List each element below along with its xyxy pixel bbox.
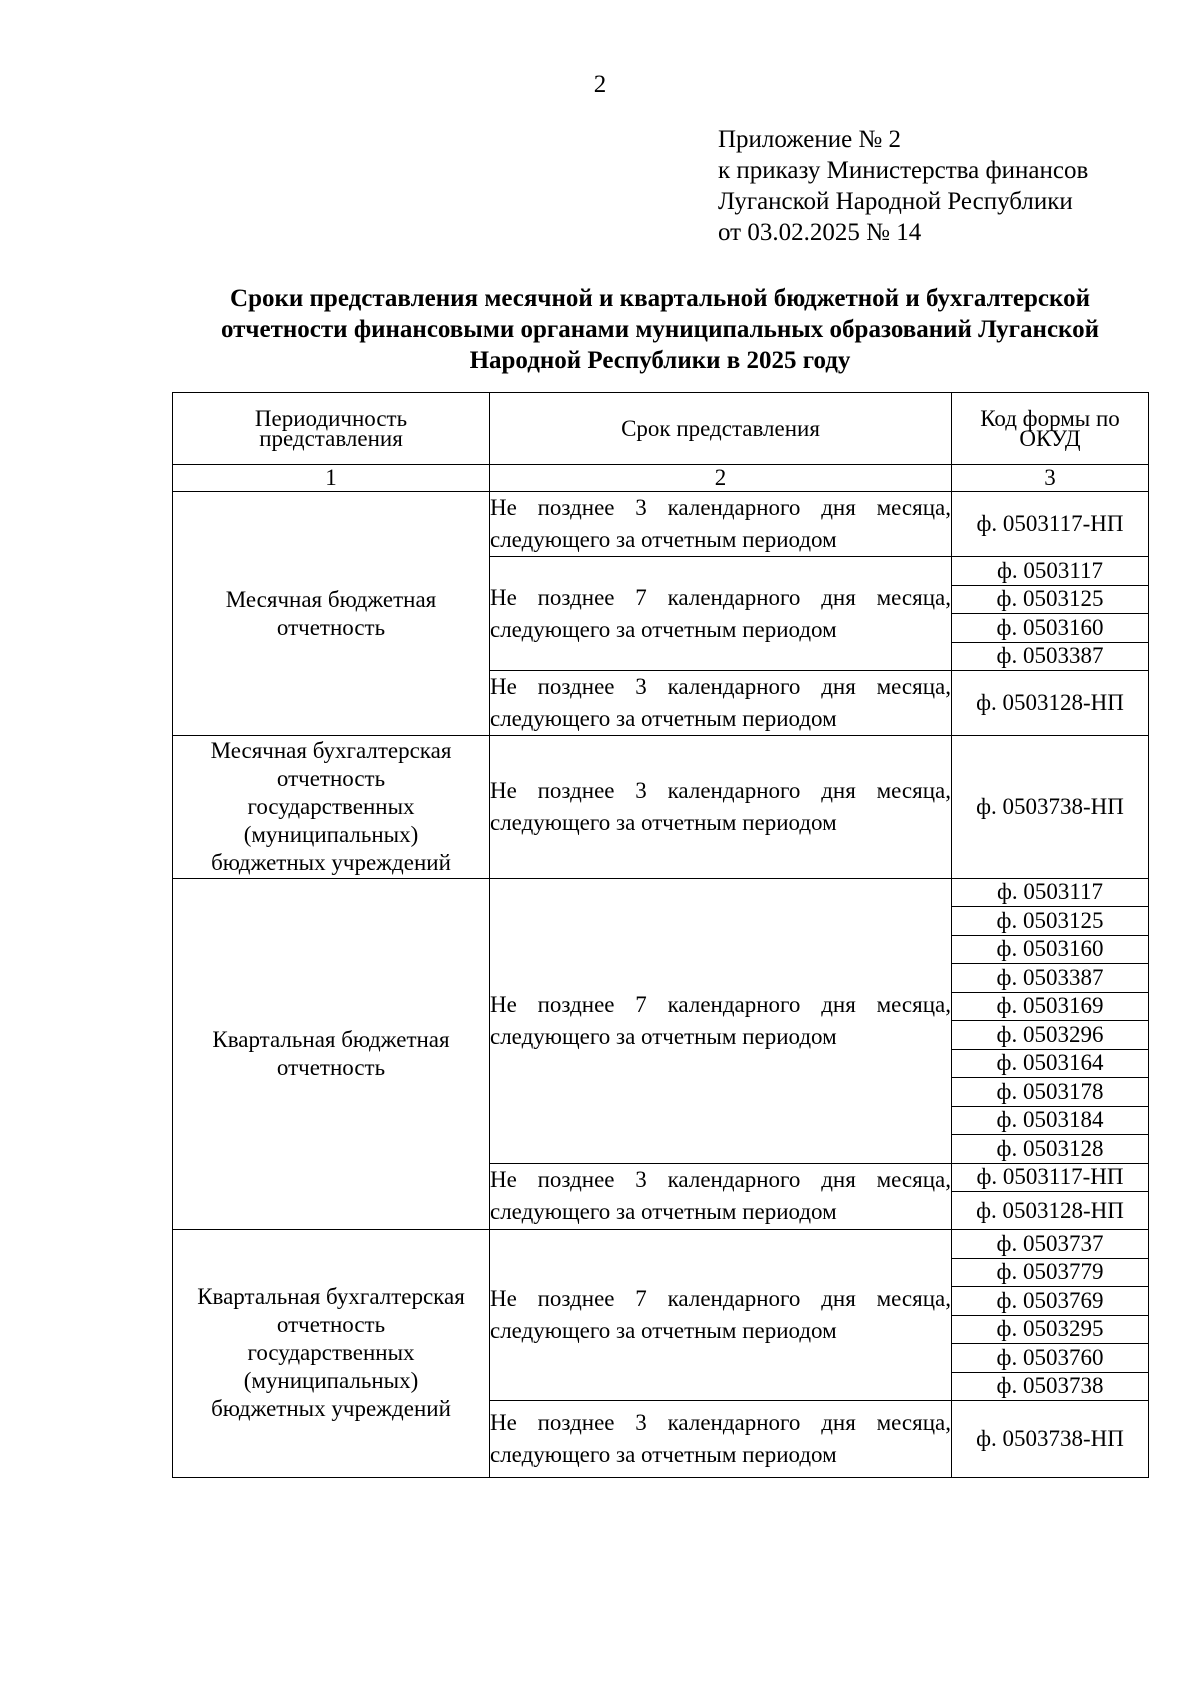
form-code: ф. 0503184 (952, 1106, 1149, 1135)
header-periodicity (173, 393, 490, 465)
period-text: отчетность (276, 1312, 386, 1338)
form-code: ф. 0503738-НП (952, 1401, 1149, 1478)
header-text: представления (259, 425, 403, 451)
form-code: ф. 0503128-НП (952, 671, 1149, 736)
period-text: отчетность (276, 1054, 386, 1080)
form-code: ф. 0503738-НП (952, 736, 1149, 879)
appendix-block (718, 124, 1088, 248)
table-row (173, 492, 1149, 525)
period-text: государственных (247, 793, 415, 819)
period-cell (173, 492, 490, 736)
document-title (170, 283, 1150, 376)
header-text: Периодичность (254, 405, 408, 431)
form-code: ф. 0503769 (952, 1287, 1149, 1316)
form-code: ф. 0503295 (952, 1315, 1149, 1344)
deadlines-table (172, 392, 1149, 1478)
deadline-cell (490, 1230, 952, 1401)
deadline-text: следующего за отчетным периодом (490, 1441, 837, 1467)
form-code: ф. 0503125 (952, 585, 1149, 614)
form-code: ф. 0503117 (952, 557, 1149, 586)
period-cell (173, 1230, 490, 1478)
header-deadline: Срок представления (490, 393, 952, 465)
period-text: отчетность (276, 614, 386, 640)
period-text: бюджетных учреждений (211, 849, 451, 875)
form-code: ф. 0503760 (952, 1344, 1149, 1373)
period-text: бюджетных учреждений (211, 1396, 451, 1422)
table-header-row (173, 393, 1149, 465)
period-text: Месячная бухгалтерская (210, 737, 452, 763)
form-code: ф. 0503117-НП (952, 1163, 1149, 1192)
column-number: 2 (490, 465, 952, 492)
period-text: Квартальная бухгалтерская (197, 1284, 465, 1310)
header-text: ОКУД (1019, 425, 1081, 451)
period-text: Квартальная бюджетная (212, 1026, 450, 1052)
period-text: (муниципальных) (243, 821, 419, 847)
form-code: ф. 0503296 (952, 1021, 1149, 1050)
period-text: отчетность (276, 765, 386, 791)
table-row (173, 1230, 1149, 1259)
page-number: 2 (593, 71, 607, 98)
column-number: 3 (952, 465, 1149, 492)
title-line: Народной Республики в 2025 году (469, 347, 851, 374)
deadline-text: Не позднее 7 календарного дня месяца, (490, 584, 951, 610)
deadline-cell (490, 492, 952, 557)
form-code: ф. 0503128 (952, 1135, 1149, 1164)
form-code: ф. 0503128-НП (952, 1192, 1149, 1230)
table-row (173, 878, 1149, 907)
deadline-text: следующего за отчетным периодом (490, 1199, 837, 1225)
form-code: ф. 0503387 (952, 642, 1149, 671)
appendix-line: Приложение № 2 (718, 126, 902, 153)
deadline-cell (490, 1163, 952, 1230)
deadline-cell (490, 736, 952, 879)
deadline-text: следующего за отчетным периодом (490, 527, 837, 552)
deadline-text: следующего за отчетным периодом (490, 809, 837, 835)
form-code: ф. 0503737 (952, 1230, 1149, 1259)
title-line: Сроки представления месячной и квартальной бюджетной и бухгалтерской (230, 285, 1090, 312)
deadline-cell (490, 878, 952, 1163)
deadline-text: Не позднее 3 календарного дня месяца, (490, 495, 951, 520)
period-cell (173, 878, 490, 1230)
deadline-text: Не позднее 3 календарного дня месяца, (490, 674, 951, 699)
form-code: ф. 0503160 (952, 614, 1149, 643)
header-form-code (952, 393, 1149, 465)
deadline-text: следующего за отчетным периодом (490, 706, 837, 731)
deadline-text: следующего за отчетным периодом (490, 1318, 837, 1343)
appendix-line: Луганской Народной Республики (718, 188, 1073, 215)
deadline-text: следующего за отчетным периодом (490, 616, 837, 642)
table-row (173, 736, 1149, 765)
form-code: ф. 0503117 (952, 878, 1149, 907)
appendix-line: от 03.02.2025 № 14 (718, 219, 922, 246)
deadline-cell (490, 671, 952, 736)
form-code: ф. 0503160 (952, 935, 1149, 964)
deadline-text: следующего за отчетным периодом (490, 1023, 837, 1049)
deadline-text: Не позднее 3 календарного дня месяца, (490, 1409, 951, 1435)
form-code: ф. 0503738 (952, 1372, 1149, 1401)
appendix-line: к приказу Министерства финансов (718, 157, 1089, 184)
column-number-row (173, 465, 1149, 492)
form-code: ф. 0503387 (952, 964, 1149, 993)
period-text: (муниципальных) (243, 1368, 419, 1394)
deadline-text: Не позднее 7 календарного дня месяца, (490, 1286, 951, 1311)
period-text: Месячная бюджетная (225, 586, 437, 612)
header-text: Код формы по (980, 405, 1120, 431)
form-code: ф. 0503169 (952, 992, 1149, 1021)
deadline-cell (490, 1401, 952, 1478)
title-line: отчетности финансовыми органами муниципальных образований Луганской (220, 316, 1100, 343)
deadline-text: Не позднее 3 календарного дня месяца, (490, 777, 951, 803)
period-text: государственных (247, 1340, 415, 1366)
deadline-cell (490, 557, 952, 671)
form-code: ф. 0503779 (952, 1258, 1149, 1287)
deadline-text: Не позднее 3 календарного дня месяца, (490, 1167, 951, 1193)
form-code: ф. 0503164 (952, 1049, 1149, 1078)
form-code: ф. 0503125 (952, 907, 1149, 936)
column-number: 1 (173, 465, 490, 492)
period-cell (173, 736, 490, 879)
form-code: ф. 0503117-НП (952, 492, 1149, 557)
form-code: ф. 0503178 (952, 1078, 1149, 1107)
deadline-text: Не позднее 7 календарного дня месяца, (490, 991, 951, 1017)
